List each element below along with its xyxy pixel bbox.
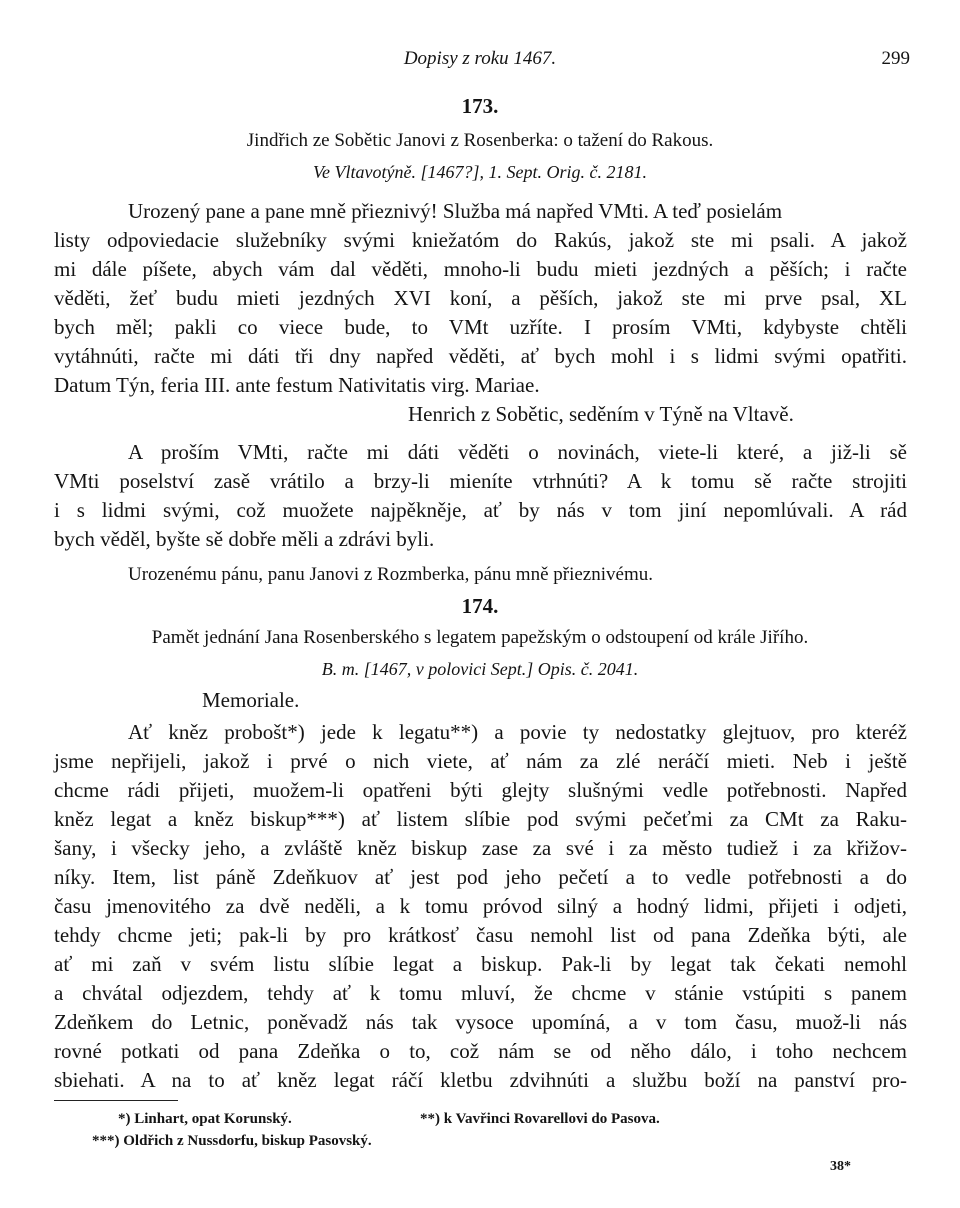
footnote-2: **) k Vavřinci Rovarellovi do Pasova.: [420, 1111, 660, 1127]
letter-174-body-line: času jmenovitého za dvě neděli, a k tomu próvod silný a hodný lidmi, přijeti i odjeti,: [54, 894, 907, 918]
letter-173-body-line: Datum Týn, feria III. ante festum Nativitatis virg. Mariae.: [54, 373, 540, 397]
letter-173-postscript-line: VMti poselství zasě vrátilo a brzy-li mieníte vtrhnúti? A k tomu sě račte strojiti: [54, 469, 907, 493]
letter-173-body-line: Urozený pane a pane mně přieznivý! Služba má napřed VMti. A teď posielám: [128, 199, 783, 223]
letter-174-body-line: chcme rádi přijeti, muožem-li opatřeni býti glejty slušnými vedle potřebnosti. Napřed: [54, 778, 907, 802]
letter-173-body-line: mi dále píšete, abych vám dal věděti, mnoho-li budu mieti jezdných a pěších; i račte: [54, 257, 907, 281]
letter-174-body-line: ať mi zaň v svém listu slíbie legat a biskup. Pak-li by legat tak čekati nemohl: [54, 952, 907, 976]
printer-signature-mark: 38*: [830, 1159, 851, 1174]
letter-173-body-line: věděti, žeť budu mieti jezdných XVI koní, a pěších, jakož ste mi prve psal, XL: [54, 286, 907, 310]
letter-174-dating: B. m. [1467, v polovici Sept.] Opis. č. 2041.: [321, 659, 639, 679]
letter-173-body-line: listy odpoviedacie služebníky svými kniežatóm do Rakús, jakož ste mi psali. A jakož: [54, 228, 907, 252]
footnote-3: ***) Oldřich z Nussdorfu, biskup Pasovský.: [92, 1133, 372, 1149]
running-head: [0, 48, 960, 72]
letter-174-number: 174.: [461, 594, 499, 618]
letter-173-postscript-line: bych věděl, byšte sě dobře měli a zdrávi byli.: [54, 527, 435, 551]
letter-174-body-line: a chvátal odjezdem, tehdy ať k tomu mluví, že chcme v stánie vstúpiti s panem: [54, 981, 907, 1005]
page-number: 299: [881, 48, 910, 69]
letter-173-regest: Jindřich ze Sobětic Janovi z Rosenberka: o tažení do Rakous.: [246, 130, 714, 151]
letter-173-body-line: bych měl; pakli co viece bude, to VMt uzříte. I prosím VMti, kdybyste chtěli: [54, 315, 907, 339]
letter-174-body-line: jsme nepřijeli, jakož i prvé o nich viete, ať nám za zlé neráčí mieti. Neb i ještě: [54, 749, 907, 773]
letter-174-body-line: Ať kněz probošt*) jede k legatu**) a povie ty nedostatky glejtuov, pro kteréž: [128, 720, 907, 744]
letter-174-body-line: níky. Item, list páně Zdeňkuov ať jest pod jeho pečetí a to vedle potřebnosti a do: [54, 865, 907, 889]
letter-174-body-line: tehdy chcme jeti; pak-li by pro krátkosť času nemohl list od pana Zdeňka býti, ale: [54, 923, 907, 947]
letter-174-body-line: Zdeňkem do Letnic, poněvadž nás tak vysoce upomíná, a v tom času, muož-li nás: [54, 1010, 907, 1034]
letter-174-heading: Memoriale.: [202, 688, 300, 712]
letter-173-body-line: vytáhnúti, račte mi dáti tři dny napřed věděti, ať bych mohl i s lidmi svými opatřiti.: [54, 344, 907, 368]
letter-173-dating: Ve Vltavotýně. [1467?], 1. Sept. Orig. č. 2181.: [313, 162, 647, 182]
footnote-1: *) Linhart, opat Korunský.: [118, 1111, 292, 1127]
letter-173-postscript-line: A proším VMti, račte mi dáti věděti o novinách, viete-li které, a již-li sě: [128, 440, 907, 464]
letter-174-body-line: rovné potkati od pana Zdeňka o to, což nám se od něho dálo, i toho nechcem: [54, 1039, 907, 1063]
letter-173-address: Urozenému pánu, panu Janovi z Rozmberka, pánu mně přieznivému.: [128, 564, 653, 585]
letter-173-postscript-line: i s lidmi svými, což muožete najpěkněje, ať by nás v tom jiní nepomlúvali. A rád: [54, 498, 907, 522]
letter-174-body-line: kněz legat a kněz biskup***) ať listem slíbie pod svými pečeťmi za CMt za Raku-: [54, 807, 907, 831]
letter-173-number: 173.: [461, 94, 499, 118]
letter-174-body-line: sbiehati. A na to ať kněz legat ráčí kletbu zdvihnúti a službu boží na panství pro-: [54, 1068, 907, 1092]
running-title: Dopisy z roku 1467.: [403, 48, 557, 69]
letter-174-body-line: šany, i všecky jeho, a zvláště kněz biskup zase za své i za město tudiež i za křižov-: [54, 836, 907, 860]
letter-174-regest: Pamět jednání Jana Rosenberského s legatem papežským o odstoupení od krále Jiřího.: [151, 627, 809, 648]
footnote-rule: [54, 1100, 178, 1101]
letter-173-signature: Henrich z Sobětic, seděním v Týně na Vltavě.: [408, 402, 794, 426]
